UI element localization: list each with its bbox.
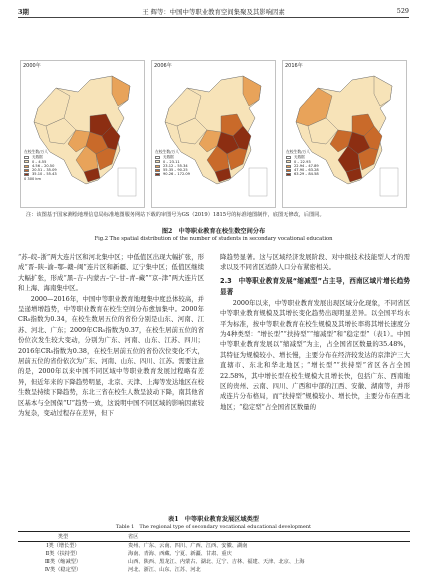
- page-number: 529: [396, 7, 409, 15]
- map-panel-2006: [151, 60, 276, 208]
- legend-item: 35.10 – 55.43: [24, 172, 57, 176]
- issue-number: 3期: [18, 8, 29, 16]
- map-legend: [286, 150, 319, 177]
- map-year-label: 2016年: [285, 63, 303, 69]
- provinces-cell: 河北、浙江、山东、江苏、河北: [108, 567, 410, 575]
- legend-item: 无数据: [286, 155, 319, 159]
- legend-title: 在校生数/万人: [24, 149, 49, 154]
- provinces-cell: 海南、青海、西藏、宁夏、新疆、甘肃、重庆: [128, 550, 232, 557]
- provinces-cell: 贵州、广东、云南、四川、广西、江西、安徽、湖南: [128, 542, 248, 549]
- table-header: 省区: [108, 532, 410, 542]
- legend-item: 22.94 – 47.89: [286, 164, 319, 168]
- legend-item: 55.35 – 90.25: [155, 168, 190, 172]
- figure-caption-english: Fig.2 The spatial distribution of the number of students in secondary vocational education: [94, 236, 333, 242]
- legend-item: 0 – 4.55: [24, 160, 57, 164]
- table-row: [18, 550, 410, 558]
- type-cell: Ⅰ类（增长型）: [46, 542, 80, 549]
- legend-item: 无数据: [24, 155, 57, 159]
- table-header: 类型: [18, 532, 108, 542]
- map-panel-2000: [20, 60, 145, 208]
- legend-item: 20.51 – 35.09: [24, 168, 57, 172]
- running-title: 王 辉等：中国中等职业教育空间集聚及其影响因素: [142, 8, 285, 16]
- table-row: [18, 567, 410, 575]
- legend-item: 4.56 – 20.50: [24, 164, 57, 168]
- region-type-table: [18, 531, 410, 575]
- left-column: [18, 252, 204, 419]
- table-caption-english: Table 1 The regional type of secondary vocational educational development: [115, 524, 312, 530]
- legend-title: 在校生数/万人: [286, 149, 311, 154]
- china-map-2000: [20, 60, 145, 208]
- legend-item: 47.90 – 63.28: [286, 168, 319, 172]
- paragraph: 2000年以来，中等职业教育发展出现区域分化现象，不同省区中等职业教育规模及其增长变化趋势出现明显差异。以全国平均水平为标准，按中等职业教育在校生规模及其增长率将其增长速度分为4种类型：“增长型”“扶持型”“缩减型”和“稳定型”（表1）。中国中等职业教育发展以“缩减型”为主，占全国省区数量的35.48%，其特征为规模较小、增长慢，主要分布在经济较发达的京津沪三大直辖市、东北和华北地区；“增长型”“扶持型”省区各占全国22.58%，其中增长型在校生规模大且增长快，包括广东、西南地区的贵州、云南、四川、广西和中部的江西、安徽、湖南等，并形成连片分布格局，而“扶持型”规模较小、增长快，主要分布在西北地区；“稳定型”占全国省区数量的: [220, 298, 410, 411]
- type-cell: Ⅲ类（缩减型）: [44, 558, 82, 565]
- map-legend: [24, 150, 57, 181]
- china-map-2016: [282, 60, 407, 208]
- legend-item: 63.29 – 84.58: [286, 172, 319, 176]
- china-map-2006: [151, 60, 276, 208]
- type-cell: Ⅳ类（稳定型）: [18, 567, 108, 575]
- legend-item: 90.26 – 172.09: [155, 172, 190, 176]
- type-cell: Ⅱ类（扶持型）: [45, 550, 81, 557]
- provinces-cell: 山西、陕西、黑龙江、内蒙古、湖北、辽宁、吉林、福建、天津、北京、上海: [128, 558, 305, 565]
- running-header: [18, 6, 409, 18]
- paragraph: “苏–皖–浙”两大连片区和河北集中区；中低值区出现大幅扩张，形成“晋–陕–渝–鄂–赣–闽”连片区和新疆、辽宁集中区；低值区继续大幅扩张，形成“黑–吉–内蒙古–宁–甘–青–藏”“京–津”两大连片区和上海、海南集中区。: [18, 253, 204, 293]
- table-row: [18, 558, 410, 566]
- paragraph: 降趋势显著。这与区域经济发展阶段、对中级技术技能型人才的需求以及不同省区适龄人口分布紧密相关。: [220, 253, 410, 272]
- map-legend: [155, 150, 190, 177]
- scale-bar: 0 300 km: [24, 176, 42, 181]
- legend-title: 在校生数/万人: [155, 149, 180, 154]
- figure-note: 注：该图基于国家测绘地理信息局标准地图服务网站下载的审图号为GS（2019）1815号的标准地图制作，底图无修改，后图同。: [26, 212, 325, 218]
- table-row: [18, 542, 410, 551]
- right-column: [220, 252, 410, 412]
- map-panel-2016: [282, 60, 407, 208]
- table-caption: 表1 中等职业教育发展区域类型: [168, 516, 259, 523]
- map-figure: [20, 60, 407, 210]
- map-year-label: 2006年: [154, 63, 172, 69]
- legend-item: 23.12 – 55.34: [155, 164, 190, 168]
- map-year-label: 2000年: [23, 63, 41, 69]
- legend-item: 0 – 22.93: [286, 160, 319, 164]
- figure-caption: 图2 中等职业教育在校生数空间分布: [161, 228, 266, 235]
- section-heading: 2.3 中等职业教育发展“缩减型”占主导，西南区域片增长趋势显著: [220, 276, 410, 296]
- legend-item: 0 – 23.11: [155, 160, 190, 164]
- legend-item: 无数据: [155, 155, 190, 159]
- paragraph: 2000—2016年，中国中等职业教育地理集中度总体较高，并呈递增增趋势，中等职业教育在校生空间分布愈加集中。2000年CR₅指数为0.34，在校生数居五位的省份分别是山东、河南、江苏、河北、广东；2009年CR₅指数为0.37，在校生居前五位的省份位次发生较大变动，分别为广东、河南、山东、江苏、四川；2016年CR₅指数为0.38，在校生居前五位的省份次位变化不大，居前五位的省份依次为广东、河南、山东、四川、江苏。需要注意的是，2000年以来中国不同区域中等职业教育发展过程略有差异，但近年来的下降趋势明显，北京、天津、上海等发达地区在校生数呈持续下降趋势，东北三省在校生人数呈波动下降，南其他省区基本与全国保“U”趋势一致，这说明中国不同区域的影响因素较为复杂，变动过程存在差异，但下: [18, 294, 204, 418]
